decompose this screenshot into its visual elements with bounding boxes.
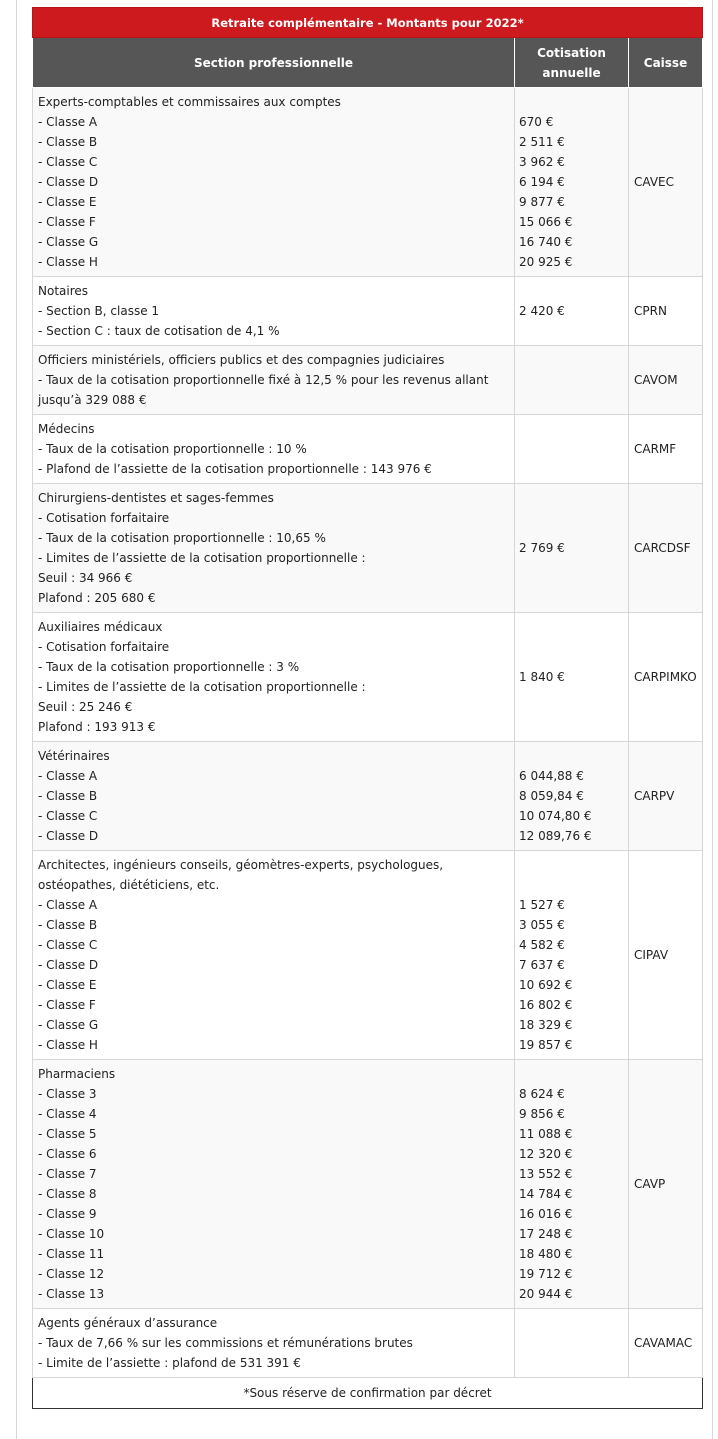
cotisation-value: 1 527 €	[519, 898, 565, 912]
section-line: - Classe F	[38, 215, 96, 229]
cotisation-value: 8 059,84 €	[519, 789, 584, 803]
cotisation-cell	[515, 277, 629, 346]
cotisation-value: 11 088 €	[519, 1127, 573, 1141]
section-cell	[33, 613, 515, 742]
table-row	[33, 851, 703, 1060]
header-cotisation-label: Cotisation annuelle	[537, 45, 606, 80]
cotisation-cell	[515, 415, 629, 484]
section-title: Médecins	[38, 422, 95, 436]
caisse-cell: CARPIMKO	[629, 613, 703, 742]
table-row	[33, 346, 703, 415]
section-title: Chirurgiens-dentistes et sages-femmes	[38, 491, 274, 505]
cotisation-cell	[515, 1060, 629, 1309]
caisse-cell: CARCDSF	[629, 484, 703, 613]
cotisation-value: 2 769 €	[519, 541, 565, 555]
caisse-cell: CAVP	[629, 1060, 703, 1309]
section-cell	[33, 277, 515, 346]
cotisation-value: 13 552 €	[519, 1167, 573, 1181]
cotisation-value: 6 194 €	[519, 175, 565, 189]
section-line: - Classe 8	[38, 1187, 97, 1201]
cotisation-value: 20 944 €	[519, 1287, 573, 1301]
section-line: - Classe G	[38, 1018, 99, 1032]
section-cell	[33, 346, 515, 415]
section-title: Experts-comptables et commissaires aux comptes	[38, 95, 341, 109]
section-line: - Classe 4	[38, 1107, 97, 1121]
section-line: - Classe C	[38, 938, 98, 952]
section-line: - Classe 6	[38, 1147, 97, 1161]
caisse-cell: CARPV	[629, 742, 703, 851]
cotisation-cell	[515, 484, 629, 613]
header-cotisation	[515, 38, 629, 88]
cotisation-value: 18 329 €	[519, 1018, 573, 1032]
footnote: *Sous réserve de confirmation par décret	[33, 1378, 703, 1409]
cotisation-cell	[515, 613, 629, 742]
caisse-cell: CPRN	[629, 277, 703, 346]
cotisation-value: 10 692 €	[519, 978, 573, 992]
cotisation-value: 12 089,76 €	[519, 829, 592, 843]
section-line: - Classe D	[38, 829, 99, 843]
cotisation-value: 6 044,88 €	[519, 769, 584, 783]
caisse-cell: CAVOM	[629, 346, 703, 415]
cotisation-cell	[515, 1309, 629, 1378]
section-line: - Classe A	[38, 769, 98, 783]
section-line: - Taux de la cotisation proportionnelle : 10 %	[38, 442, 307, 456]
section-line: - Classe 12	[38, 1267, 105, 1281]
section-line: - Classe 9	[38, 1207, 97, 1221]
section-cell	[33, 415, 515, 484]
cotisation-value: 12 320 €	[519, 1147, 573, 1161]
cotisation-value: 15 066 €	[519, 215, 573, 229]
cotisation-value: 7 637 €	[519, 958, 565, 972]
retirement-contributions-table	[32, 7, 703, 1409]
section-line: - Section C : taux de cotisation de 4,1 %	[38, 324, 280, 338]
section-title: Pharmaciens	[38, 1067, 116, 1081]
cotisation-value: 16 740 €	[519, 235, 573, 249]
table-row	[33, 415, 703, 484]
table-row	[33, 1060, 703, 1309]
table-row	[33, 484, 703, 613]
cotisation-cell	[515, 742, 629, 851]
table-row	[33, 613, 703, 742]
cotisation-value: 3 962 €	[519, 155, 565, 169]
section-line: - Limite de l’assiette : plafond de 531 391 €	[38, 1356, 301, 1370]
section-line: - Taux de la cotisation proportionnelle : 3 %	[38, 660, 300, 674]
section-line: - Classe G	[38, 235, 99, 249]
section-line: - Classe 13	[38, 1287, 105, 1301]
section-title: Architectes, ingénieurs conseils, géomètres-experts, psychologues, ostéopathes, diététiciens, etc.	[38, 858, 444, 892]
section-line: - Classe B	[38, 918, 98, 932]
cotisation-cell	[515, 346, 629, 415]
section-line: - Cotisation forfaitaire	[38, 640, 170, 654]
cotisation-value: 8 624 €	[519, 1087, 565, 1101]
section-cell	[33, 484, 515, 613]
cotisation-value: 9 877 €	[519, 195, 565, 209]
section-line: - Classe 11	[38, 1247, 105, 1261]
section-cell	[33, 88, 515, 277]
section-line: - Classe 10	[38, 1227, 105, 1241]
cotisation-value: 19 857 €	[519, 1038, 573, 1052]
section-line: - Classe F	[38, 998, 96, 1012]
section-line: - Classe D	[38, 175, 99, 189]
section-line: - Classe H	[38, 1038, 98, 1052]
section-line: - Section B, classe 1	[38, 304, 160, 318]
cotisation-value: 16 016 €	[519, 1207, 573, 1221]
cotisation-value: 14 784 €	[519, 1187, 573, 1201]
section-title: Auxiliaires médicaux	[38, 620, 163, 634]
cotisation-value	[519, 1064, 624, 1084]
cotisation-value: 2 420 €	[519, 304, 565, 318]
caisse-cell: CAVEC	[629, 88, 703, 277]
cotisation-value	[519, 92, 624, 112]
table-row	[33, 277, 703, 346]
table-row	[33, 88, 703, 277]
section-title: Vétérinaires	[38, 749, 110, 763]
cotisation-value	[519, 746, 624, 766]
table-title: Retraite complémentaire - Montants pour 2022*	[33, 8, 703, 38]
table-body	[33, 88, 703, 1378]
section-line: Plafond : 193 913 €	[38, 720, 156, 734]
section-line: - Classe C	[38, 155, 98, 169]
header-caisse: Caisse	[629, 38, 703, 88]
section-cell	[33, 1060, 515, 1309]
caisse-cell: CIPAV	[629, 851, 703, 1060]
section-line: - Taux de la cotisation proportionnelle fixé à 12,5 % pour les revenus allant jusqu’à 329 088 €	[38, 373, 489, 407]
table-row	[33, 742, 703, 851]
cotisation-value: 10 074,80 €	[519, 809, 592, 823]
section-line: - Classe A	[38, 115, 98, 129]
caisse-cell: CARMF	[629, 415, 703, 484]
cotisation-cell	[515, 851, 629, 1060]
cotisation-value: 1 840 €	[519, 670, 565, 684]
section-line: - Classe E	[38, 978, 97, 992]
cotisation-value: 20 925 €	[519, 255, 573, 269]
section-line: Plafond : 205 680 €	[38, 591, 156, 605]
cotisation-value: 9 856 €	[519, 1107, 565, 1121]
section-title: Agents généraux d’assurance	[38, 1316, 218, 1330]
section-line: - Classe E	[38, 195, 97, 209]
section-line: - Classe B	[38, 789, 98, 803]
section-line: - Plafond de l’assiette de la cotisation proportionnelle : 143 976 €	[38, 462, 432, 476]
section-line: - Cotisation forfaitaire	[38, 511, 170, 525]
section-line: - Classe H	[38, 255, 98, 269]
section-cell	[33, 1309, 515, 1378]
section-cell	[33, 742, 515, 851]
section-line: - Taux de la cotisation proportionnelle : 10,65 %	[38, 531, 326, 545]
section-line: - Limites de l’assiette de la cotisation proportionnelle :	[38, 680, 366, 694]
section-cell	[33, 851, 515, 1060]
cotisation-value: 16 802 €	[519, 998, 573, 1012]
cotisation-value: 2 511 €	[519, 135, 565, 149]
caisse-cell: CAVAMAC	[629, 1309, 703, 1378]
section-line: - Taux de 7,66 % sur les commissions et rémunérations brutes	[38, 1336, 413, 1350]
section-line: Seuil : 25 246 €	[38, 700, 133, 714]
cotisation-value	[519, 855, 624, 875]
section-line: - Limites de l’assiette de la cotisation proportionnelle :	[38, 551, 366, 565]
section-line: - Classe B	[38, 135, 98, 149]
section-line: - Classe A	[38, 898, 98, 912]
section-line: - Classe 3	[38, 1087, 97, 1101]
cotisation-value: 670 €	[519, 115, 554, 129]
section-line: - Classe C	[38, 809, 98, 823]
cotisation-value	[519, 875, 624, 895]
section-line: - Classe 5	[38, 1127, 97, 1141]
cotisation-value: 3 055 €	[519, 918, 565, 932]
section-title: Notaires	[38, 284, 89, 298]
header-section: Section professionnelle	[33, 38, 515, 88]
section-line: Seuil : 34 966 €	[38, 571, 133, 585]
cotisation-value: 18 480 €	[519, 1247, 573, 1261]
cotisation-value: 4 582 €	[519, 938, 565, 952]
cotisation-value: 17 248 €	[519, 1227, 573, 1241]
table-row	[33, 1309, 703, 1378]
cotisation-cell	[515, 88, 629, 277]
section-title: Officiers ministériels, officiers publics et des compagnies judiciaires	[38, 353, 445, 367]
section-line: - Classe D	[38, 958, 99, 972]
cotisation-value: 19 712 €	[519, 1267, 573, 1281]
section-line: - Classe 7	[38, 1167, 97, 1181]
